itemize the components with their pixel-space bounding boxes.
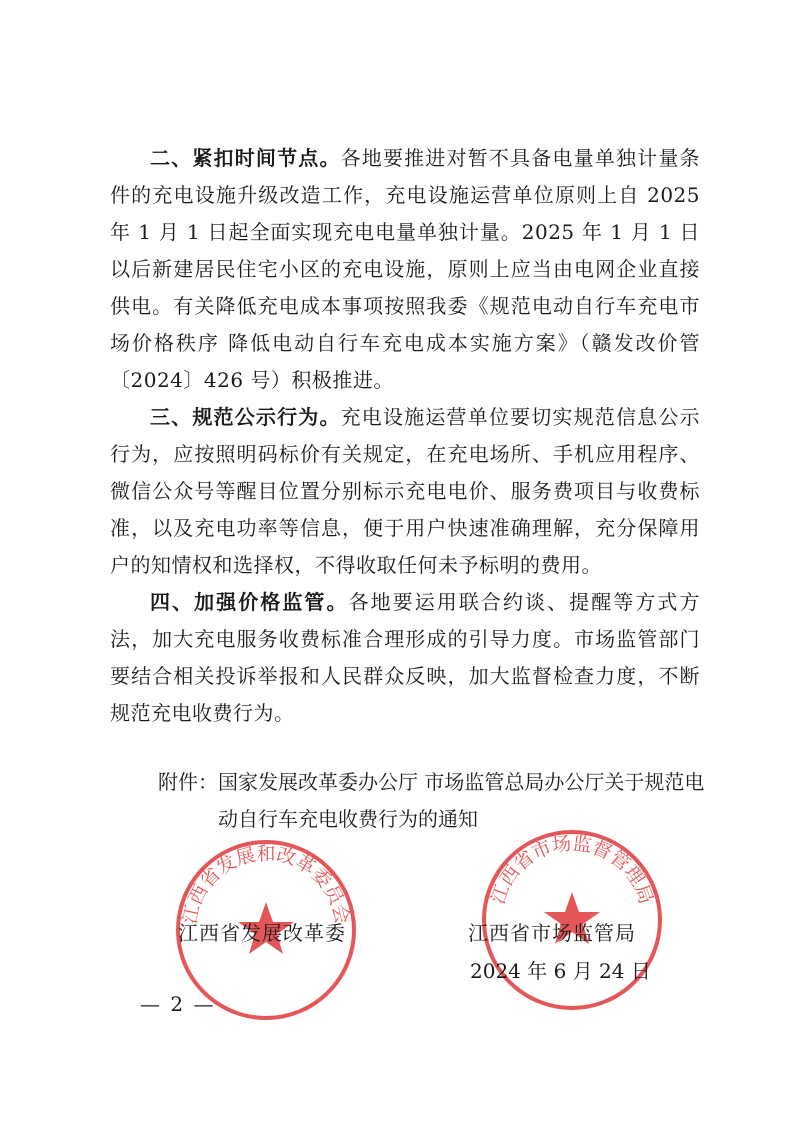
paragraph-text: 充电设施运营单位要切实规范信息公示行为，应按照明码标价有关规定，在充电场所、手机应用程序、微信公众号等醒目位置分别标示充电电价、服务费项目与收费标准，以及充电功率等信息，便于用户快速准确理解，充分保障用户的知情权和选择权，不得收取任何未予标明的费用。	[110, 405, 701, 577]
paragraph-time-nodes	[110, 140, 700, 399]
seal-left-arc-text: 江西省发展和改革委员会	[179, 844, 353, 926]
attachment-title: 国家发展改革委办公厅 市场监管总局办公厅关于规范电动自行车充电收费行为的通知	[218, 770, 705, 831]
page-number: — 2 —	[140, 992, 216, 1016]
signature-left: 江西省发展改革委	[178, 921, 346, 945]
attachment-label: 附件：	[158, 770, 218, 794]
paragraph-heading: 四、加强价格监管。	[150, 590, 349, 614]
signature-date: 2024 年 6 月 24 日	[470, 959, 651, 983]
signature-right: 江西省市场监管局	[468, 921, 636, 945]
paragraph-text: 各地要运用联合约谈、提醒等方式方法，加大充电服务收费标准合理形成的引导力度。市场监管部门要结合相关投诉举报和人民群众反映，加大监督检查力度，不断规范充电收费行为。	[110, 590, 700, 725]
paragraph-text: 各地要推进对暂不具备电量单独计量条件的充电设施升级改造工作，充电设施运营单位原则上自 2025 年 1 月 1 日起全面实现充电电量单独计量。2025 年 1 月 1 日以后新建居民住宅小区的充电设施，原则上应当由电网企业直接供电。有关降低充电成本事项按照我委《规范电动自行车充电市场价格秩序 降低电动自行车充电成本实施方案》（赣发改价管〔2024〕426 号）积极推进。	[110, 146, 701, 392]
seal-right-arc-text: 江西省市场监督管理局	[487, 833, 657, 907]
paragraph-heading: 二、紧扣时间节点。	[150, 146, 341, 170]
paragraph-disclosure	[110, 399, 700, 584]
paragraph-heading: 三、规范公示行为。	[150, 405, 341, 429]
document-body	[110, 140, 700, 732]
paragraph-supervision	[110, 584, 700, 732]
